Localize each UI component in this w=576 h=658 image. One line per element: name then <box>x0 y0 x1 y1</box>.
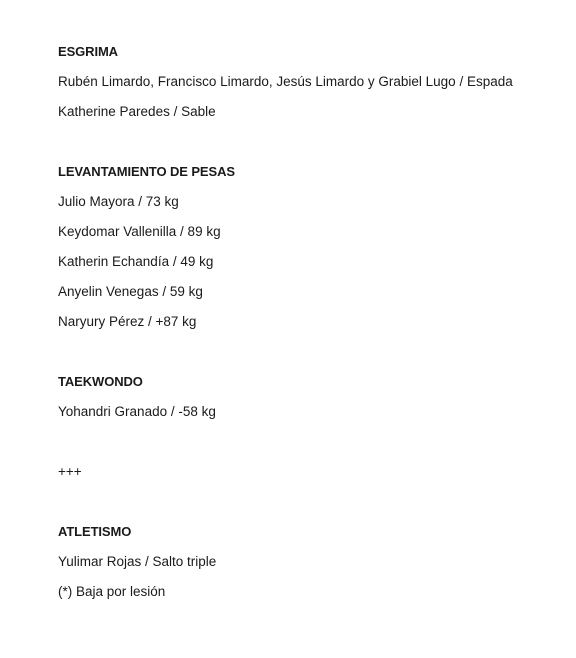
section-heading-esgrima: ESGRIMA <box>58 44 118 59</box>
section-heading-levantamiento-de-pesas: LEVANTAMIENTO DE PESAS <box>58 164 235 179</box>
section-heading-atletismo: ATLETISMO <box>58 524 132 539</box>
entry-pesas-2: Keydomar Vallenilla / 89 kg <box>58 224 221 239</box>
entry-atletismo-1: Yulimar Rojas / Salto triple <box>58 554 217 569</box>
spacer <box>58 490 558 520</box>
entry-esgrima-espada: Rubén Limardo, Francisco Limardo, Jesús Limardo y Grabiel Lugo / Espada <box>58 74 513 89</box>
entry-esgrima-sable: Katherine Paredes / Sable <box>58 104 216 119</box>
entry-taekwondo-1: Yohandri Granado / -58 kg <box>58 404 216 419</box>
entry-pesas-4: Anyelin Venegas / 59 kg <box>58 284 203 299</box>
separator-text: +++ <box>58 464 82 479</box>
spacer <box>58 430 558 460</box>
entry-pesas-3: Katherin Echandía / 49 kg <box>58 254 214 269</box>
section-heading-taekwondo: TAEKWONDO <box>58 374 143 389</box>
spacer <box>58 340 558 370</box>
spacer <box>58 130 558 160</box>
document-body <box>58 40 558 610</box>
entry-atletismo-note: (*) Baja por lesión <box>58 584 166 599</box>
entry-pesas-1: Julio Mayora / 73 kg <box>58 194 179 209</box>
entry-pesas-5: Naryury Pérez / +87 kg <box>58 314 197 329</box>
